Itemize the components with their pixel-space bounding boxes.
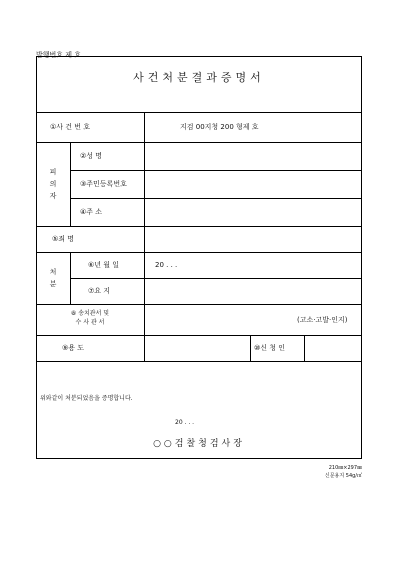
office-value: (고소·고발·인지) xyxy=(297,316,348,324)
rrn-label: ③주민등록번호 xyxy=(80,180,127,188)
paper-type-note: 신문용지 54g/㎡ xyxy=(324,473,362,479)
purpose-label: ⑨용 도 xyxy=(62,344,85,352)
row-divider xyxy=(36,304,362,305)
row-divider xyxy=(36,112,362,113)
row-divider xyxy=(70,170,362,171)
certification-date: 20 . . . xyxy=(175,419,195,426)
paper-size-note: 210㎜×297㎜ xyxy=(328,465,362,471)
row-divider xyxy=(36,361,362,362)
disposition-group-label: 처 분 xyxy=(49,268,57,288)
column-divider xyxy=(144,112,145,361)
name-label: ②성 명 xyxy=(80,152,103,160)
case-number-label: ①사 건 번 호 xyxy=(50,123,90,131)
column-divider xyxy=(250,335,251,361)
suspect-group-label: 피 의 자 xyxy=(49,168,57,200)
column-divider xyxy=(70,252,71,304)
column-divider xyxy=(70,142,71,226)
office-label-line2: 수 사 관 서 xyxy=(75,319,105,326)
office-label-line1: ⑧ 송치관서 및 xyxy=(70,310,110,317)
row-divider xyxy=(36,335,362,336)
form-title: 사건처분결과증명서 xyxy=(133,71,265,84)
address-label: ④주 소 xyxy=(80,208,103,216)
row-divider xyxy=(36,252,362,253)
disposition-date-value: 20 . . . xyxy=(155,261,178,269)
row-divider xyxy=(36,142,362,143)
offense-label: ⑤죄 명 xyxy=(52,235,75,243)
applicant-label: ⑩신 청 인 xyxy=(254,344,286,352)
column-divider xyxy=(304,335,305,361)
disposition-gist-label: ⑦요 지 xyxy=(88,287,111,295)
row-divider xyxy=(70,278,362,279)
serial-number-label: 발행번호 제 호 xyxy=(36,51,82,59)
certification-statement: 위와같이 처분되었음을 증명합니다. xyxy=(40,395,133,402)
row-divider xyxy=(36,226,362,227)
row-divider xyxy=(70,198,362,199)
case-number-value: 지검 00지청 200 형제 호 xyxy=(180,123,259,131)
disposition-date-label: ⑥년 월 일 xyxy=(88,261,120,269)
issuer-name: ○○검찰청검사장 xyxy=(153,439,245,449)
